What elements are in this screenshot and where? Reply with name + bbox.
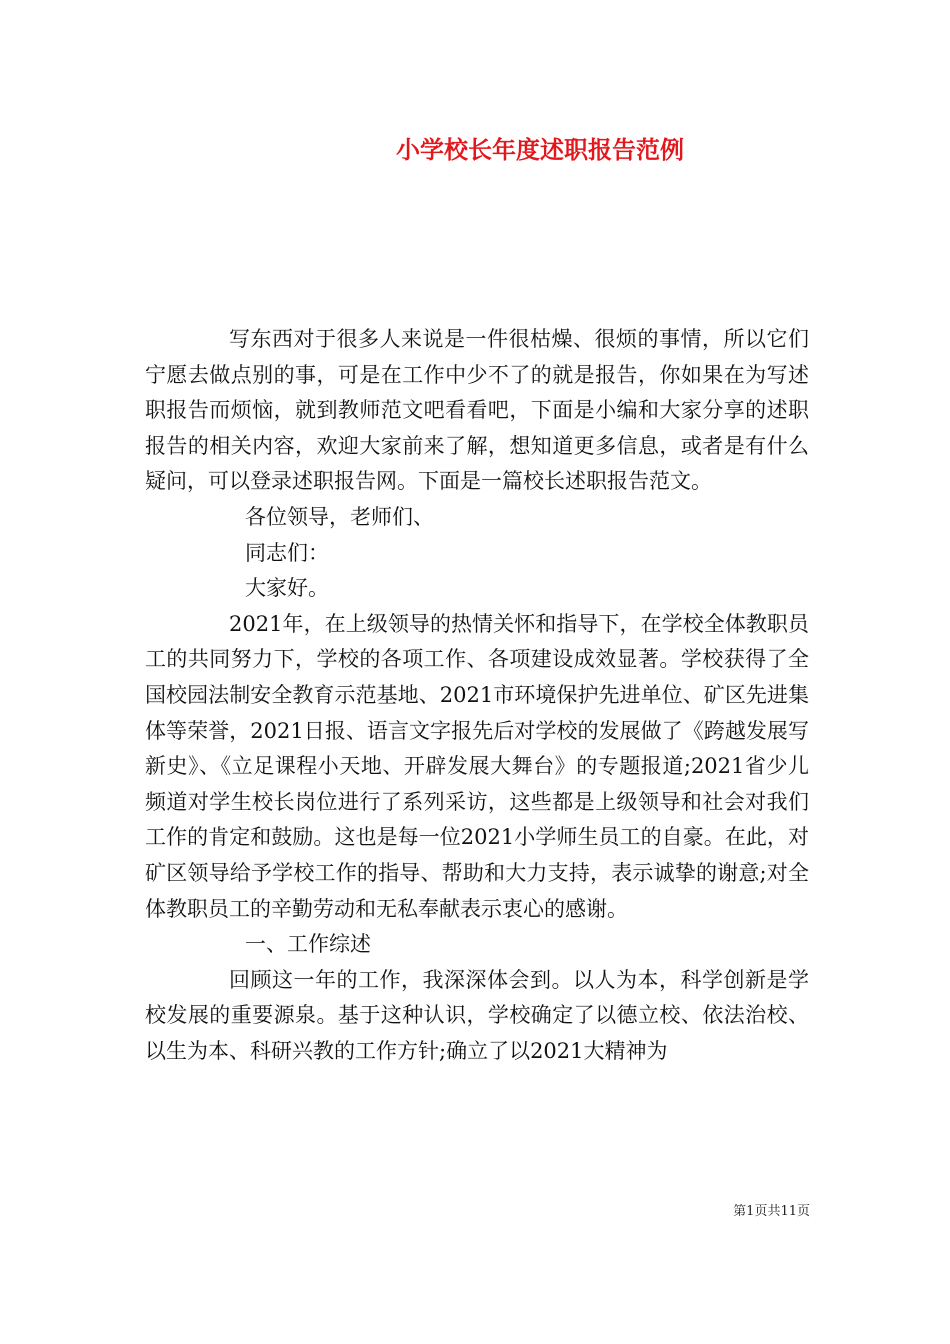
section-heading-work-summary: 一、工作综述: [245, 932, 371, 957]
review-paragraph: 回顾这一年的工作，我深深体会到。以人为本，科学创新是学校发展的重要源泉。基于这种认识，学校确定了以德立校、依法治校、以生为本、科研兴教的工作方针;确立了以2021大精神为: [145, 967, 809, 1063]
page-number: 第1页共11页: [733, 1204, 810, 1219]
document-body: [145, 322, 809, 1069]
salutation-leaders: 各位领导，老师们、: [245, 504, 434, 529]
salutation-comrades: 同志们：: [245, 540, 329, 565]
intro-paragraph: 写东西对于很多人来说是一件很枯燥、很烦的事情，所以它们宁愿去做点别的事，可是在工作中少不了的就是报告，你如果在为写述职报告而烦恼，就到教师范文吧看看吧，下面是小编和大家分享的述职报告的相关内容，欢迎大家前来了解，想知道更多信息，或者是有什么疑问，可以登录述职报告网。下面是一篇校长述职报告范文。: [145, 327, 809, 494]
achievements-paragraph: 2021年，在上级领导的热情关怀和指导下，在学校全体教职员工的共同努力下，学校的各项工作、各项建设成效显著。学校获得了全国校园法制安全教育示范基地、2021市环境保护先进单位、矿区先进集体等荣誉，2021日报、语言文字报先后对学校的发展做了《跨越发展写新史》、《立足课程小天地、开辟发展大舞台》的专题报道;2021省少儿频道对学生校长岗位进行了系列采访，这些都是上级领导和社会对我们工作的肯定和鼓励。这也是每一位2021小学师生员工的自豪。在此，对矿区领导给予学校工作的指导、帮助和大力支持，表示诚挚的谢意;对全体教职员工的辛勤劳动和无私奉献表示衷心的感谢。: [145, 611, 809, 921]
document-title: 小学校长年度述职报告范例: [396, 136, 684, 164]
greeting: 大家好。: [245, 576, 329, 601]
